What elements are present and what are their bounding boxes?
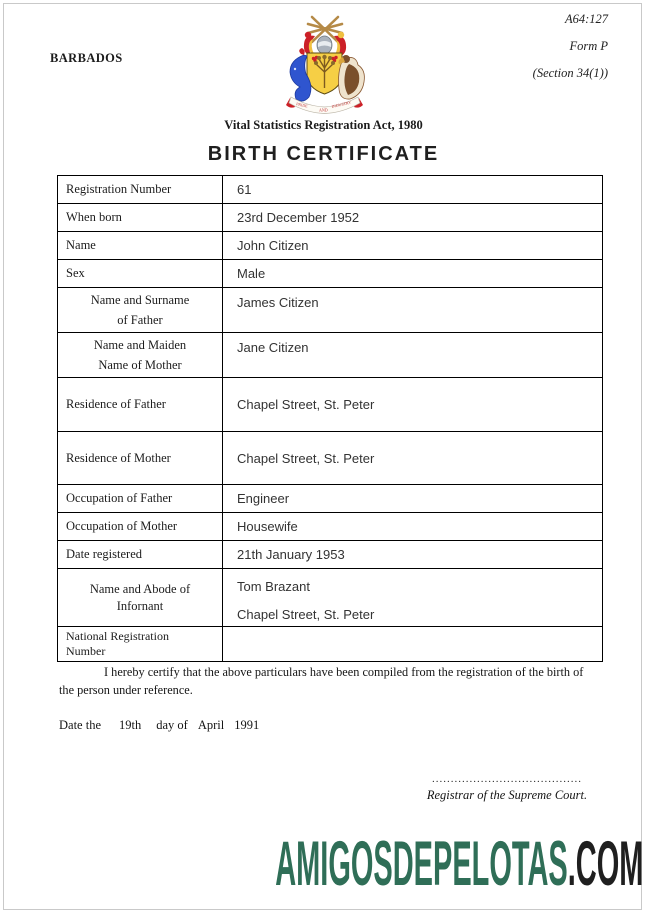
date-month: April: [197, 718, 225, 732]
site-watermark: [274, 829, 643, 899]
document-title: BIRTH CERTIFICATE: [207, 143, 440, 165]
table-row: [58, 569, 603, 627]
table-row: [58, 288, 603, 333]
field-label-date-registered: Date registered: [58, 541, 223, 569]
act-title: Vital Statistics Registration Act, 1980: [224, 118, 423, 132]
field-value-father-residence: Chapel Street, St. Peter: [223, 378, 603, 432]
date-year: 1991: [234, 718, 260, 732]
field-label-sex: Sex: [58, 260, 223, 288]
table-row: [58, 204, 603, 232]
watermark-tld: .COM: [567, 829, 643, 899]
country-label: BARBADOS: [50, 51, 123, 65]
form-label: Form P: [569, 39, 608, 53]
field-label-name: Name: [58, 232, 223, 260]
table-row: [58, 333, 603, 378]
field-value-national-registration-number: [223, 627, 603, 662]
table-row: [58, 378, 603, 432]
field-label-father-residence: Residence of Father: [58, 378, 223, 432]
field-value-sex: Male: [223, 260, 603, 288]
field-label-informant: Name and Abode of Infornant: [58, 569, 223, 627]
helmet-icon: [317, 36, 332, 54]
field-label-father-occupation: Occupation of Father: [58, 485, 223, 513]
table-row: [58, 627, 603, 662]
field-label-mother-name: Name and Maiden Name of Mother: [58, 333, 223, 378]
signature-block: [422, 774, 592, 803]
signature-dotted-line: ........................................: [432, 773, 582, 785]
field-value-father-occupation: Engineer: [223, 485, 603, 513]
date-line: [59, 718, 259, 733]
table-row: [58, 432, 603, 485]
pelican-icon: [339, 55, 365, 99]
field-value-mother-occupation: Housewife: [223, 513, 603, 541]
ref-code: A64:127: [564, 12, 608, 26]
field-value-father-name: James Citizen: [223, 288, 603, 333]
section-label: (Section 34(1)): [532, 66, 608, 80]
field-label-when-born: When born: [58, 204, 223, 232]
motto-word-industry: INDUSTRY: [331, 99, 352, 109]
date-prefix: Date the: [59, 718, 101, 732]
motto-word-and: AND: [319, 107, 328, 113]
field-value-date-registered: 21th January 1953: [223, 541, 603, 569]
field-value-informant: Tom Brazant Chapel Street, St. Peter: [223, 569, 603, 627]
table-row: [58, 232, 603, 260]
date-day: 19th: [119, 718, 142, 732]
form-reference-block: [533, 6, 608, 87]
watermark-site-name: AMIGOSDEPELOTAS: [274, 829, 568, 899]
certificate-table: [57, 175, 603, 662]
date-connector: day of: [156, 718, 188, 732]
field-label-registration-number: Registration Number: [58, 176, 223, 204]
field-value-mother-residence: Chapel Street, St. Peter: [223, 432, 603, 485]
motto-word-pride: PRIDE: [295, 101, 309, 109]
table-row: [58, 541, 603, 569]
signature-role: Registrar of the Supreme Court.: [426, 788, 588, 802]
table-row: [58, 260, 603, 288]
table-row: [58, 176, 603, 204]
certification-statement: I hereby certify that the above particulars have been compiled from the registration of the birth of the person under reference.: [59, 665, 584, 697]
field-value-name: John Citizen: [223, 232, 603, 260]
field-label-mother-occupation: Occupation of Mother: [58, 513, 223, 541]
field-label-national-registration-number: National Registration Number: [58, 627, 223, 662]
table-row: [58, 485, 603, 513]
field-label-father-name: Name and Surname of Father: [58, 288, 223, 333]
barbados-coat-of-arms: [277, 12, 372, 113]
table-row: [58, 513, 603, 541]
field-value-when-born: 23rd December 1952: [223, 204, 603, 232]
field-label-mother-residence: Residence of Mother: [58, 432, 223, 485]
shield: [307, 53, 342, 94]
field-value-mother-name: Jane Citizen: [223, 333, 603, 378]
field-value-registration-number: 61: [223, 176, 603, 204]
